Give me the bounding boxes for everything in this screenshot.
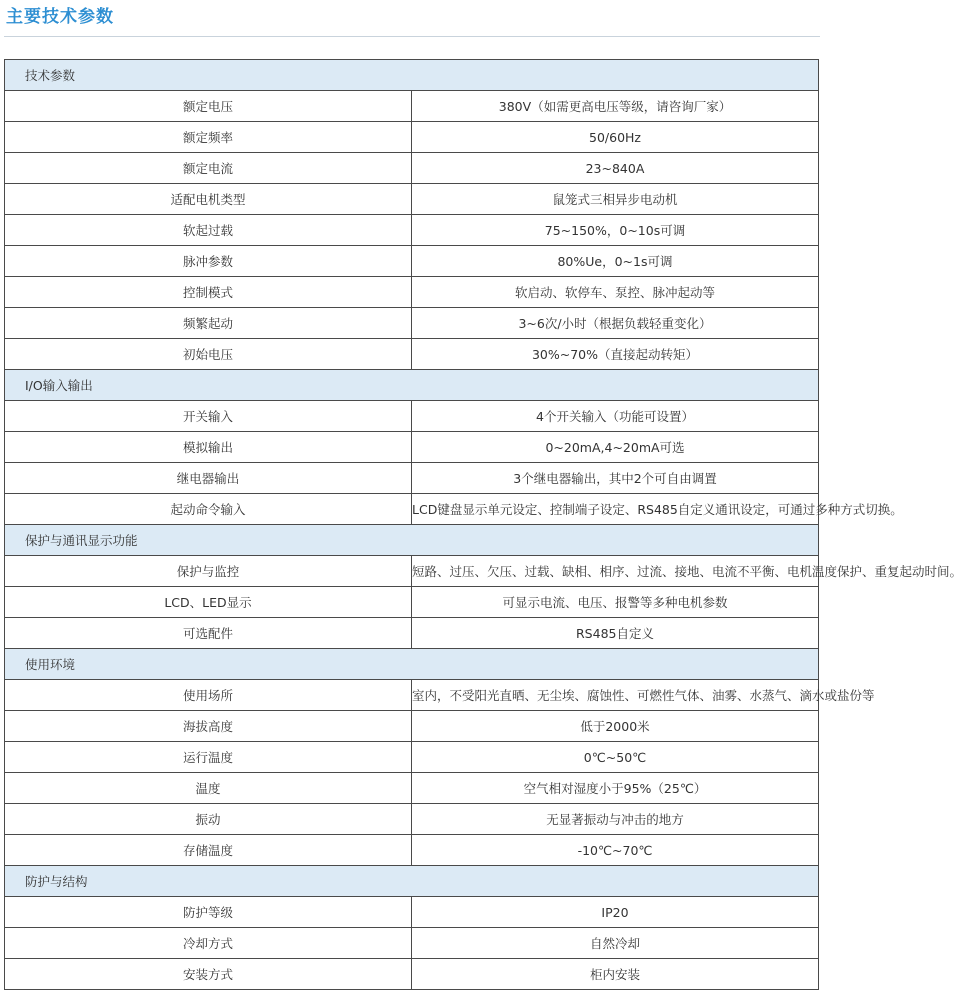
parameter-label: LCD、LED显示 xyxy=(5,587,412,618)
parameter-table-body xyxy=(5,60,962,990)
parameter-label: 运行温度 xyxy=(5,742,412,773)
section-header-row xyxy=(5,60,819,91)
parameter-row xyxy=(5,339,819,370)
parameter-value: 80%Ue，0~1s可调 xyxy=(412,246,819,277)
parameter-row xyxy=(5,928,819,959)
parameter-value: 软启动、软停车、泵控、脉冲起动等 xyxy=(412,277,819,308)
parameter-row xyxy=(5,401,819,432)
parameter-value: 3~6次/小时（根据负载轻重变化） xyxy=(412,308,819,339)
parameter-value: RS485自定义 xyxy=(412,618,819,649)
parameter-row xyxy=(5,742,819,773)
parameter-label: 初始电压 xyxy=(5,339,412,370)
parameter-label: 振动 xyxy=(5,804,412,835)
parameter-label: 起动命令输入 xyxy=(5,494,412,525)
parameter-value: 空气相对湿度小于95%（25℃） xyxy=(412,773,819,804)
parameter-label: 软起过载 xyxy=(5,215,412,246)
section-title: 保护与通讯显示功能 xyxy=(5,525,819,556)
parameter-label: 控制模式 xyxy=(5,277,412,308)
parameter-table xyxy=(4,59,962,990)
parameter-row xyxy=(5,618,819,649)
parameter-row xyxy=(5,773,819,804)
parameter-value: 柜内安装 xyxy=(412,959,819,990)
parameter-label: 模拟输出 xyxy=(5,432,412,463)
parameter-label: 脉冲参数 xyxy=(5,246,412,277)
section-title: 技术参数 xyxy=(5,60,819,91)
parameter-label: 保护与监控 xyxy=(5,556,412,587)
parameter-value: 短路、过压、欠压、过载、缺相、相序、过流、接地、电流不平衡、电机温度保护、重复起动时间。 xyxy=(412,556,819,587)
parameter-value: 50/60Hz xyxy=(412,122,819,153)
parameter-row xyxy=(5,246,819,277)
parameter-label: 使用场所 xyxy=(5,680,412,711)
parameter-label: 频繁起动 xyxy=(5,308,412,339)
parameter-value: 380V（如需更高电压等级，请咨询厂家） xyxy=(412,91,819,122)
parameter-value: 0℃~50℃ xyxy=(412,742,819,773)
parameter-value: 无显著振动与冲击的地方 xyxy=(412,804,819,835)
parameter-label: 适配电机类型 xyxy=(5,184,412,215)
parameter-value: 23~840A xyxy=(412,153,819,184)
parameter-row xyxy=(5,122,819,153)
parameter-label: 存储温度 xyxy=(5,835,412,866)
parameter-row xyxy=(5,711,819,742)
parameter-value: 鼠笼式三相异步电动机 xyxy=(412,184,819,215)
parameter-label: 冷却方式 xyxy=(5,928,412,959)
section-header-row xyxy=(5,370,819,401)
parameter-value: 可显示电流、电压、报警等多种电机参数 xyxy=(412,587,819,618)
parameter-row xyxy=(5,153,819,184)
parameter-value: 30%~70%（直接起动转矩） xyxy=(412,339,819,370)
parameter-row xyxy=(5,804,819,835)
parameter-value: 75~150%，0~10s可调 xyxy=(412,215,819,246)
parameter-label: 额定电流 xyxy=(5,153,412,184)
parameter-row xyxy=(5,680,819,711)
parameter-value: 自然冷却 xyxy=(412,928,819,959)
parameter-label: 温度 xyxy=(5,773,412,804)
section-header-row xyxy=(5,649,819,680)
parameter-label: 防护等级 xyxy=(5,897,412,928)
parameter-row xyxy=(5,184,819,215)
parameter-value: LCD键盘显示单元设定、控制端子设定、RS485自定义通讯设定，可通过多种方式切换。 xyxy=(412,494,819,525)
parameter-row xyxy=(5,308,819,339)
parameter-value: IP20 xyxy=(412,897,819,928)
section-title: 防护与结构 xyxy=(5,866,819,897)
parameter-row xyxy=(5,835,819,866)
parameter-row xyxy=(5,432,819,463)
parameter-label: 安装方式 xyxy=(5,959,412,990)
section-title: 使用环境 xyxy=(5,649,819,680)
parameter-row xyxy=(5,959,819,990)
parameter-row xyxy=(5,587,819,618)
parameter-row xyxy=(5,494,819,525)
parameter-row xyxy=(5,556,819,587)
parameter-row xyxy=(5,897,819,928)
section-title: I/O输入输出 xyxy=(5,370,819,401)
section-header-row xyxy=(5,866,819,897)
parameter-label: 继电器输出 xyxy=(5,463,412,494)
parameter-label: 额定频率 xyxy=(5,122,412,153)
parameter-label: 可选配件 xyxy=(5,618,412,649)
title-divider xyxy=(4,36,820,37)
parameter-label: 额定电压 xyxy=(5,91,412,122)
parameter-value: 4个开关输入（功能可设置） xyxy=(412,401,819,432)
parameter-label: 海拔高度 xyxy=(5,711,412,742)
parameter-value: -10℃~70℃ xyxy=(412,835,819,866)
parameter-value: 低于2000米 xyxy=(412,711,819,742)
parameter-row xyxy=(5,277,819,308)
parameter-value: 室内，不受阳光直晒、无尘埃、腐蚀性、可燃性气体、油雾、水蒸气、滴水或盐份等 xyxy=(412,680,819,711)
parameter-row xyxy=(5,215,819,246)
parameter-label: 开关输入 xyxy=(5,401,412,432)
parameter-value: 3个继电器输出，其中2个可自由调置 xyxy=(412,463,819,494)
parameter-row xyxy=(5,91,819,122)
section-header-row xyxy=(5,525,819,556)
parameter-row xyxy=(5,463,819,494)
page-title: 主要技术参数 xyxy=(6,7,114,27)
parameter-value: 0~20mA,4~20mA可选 xyxy=(412,432,819,463)
